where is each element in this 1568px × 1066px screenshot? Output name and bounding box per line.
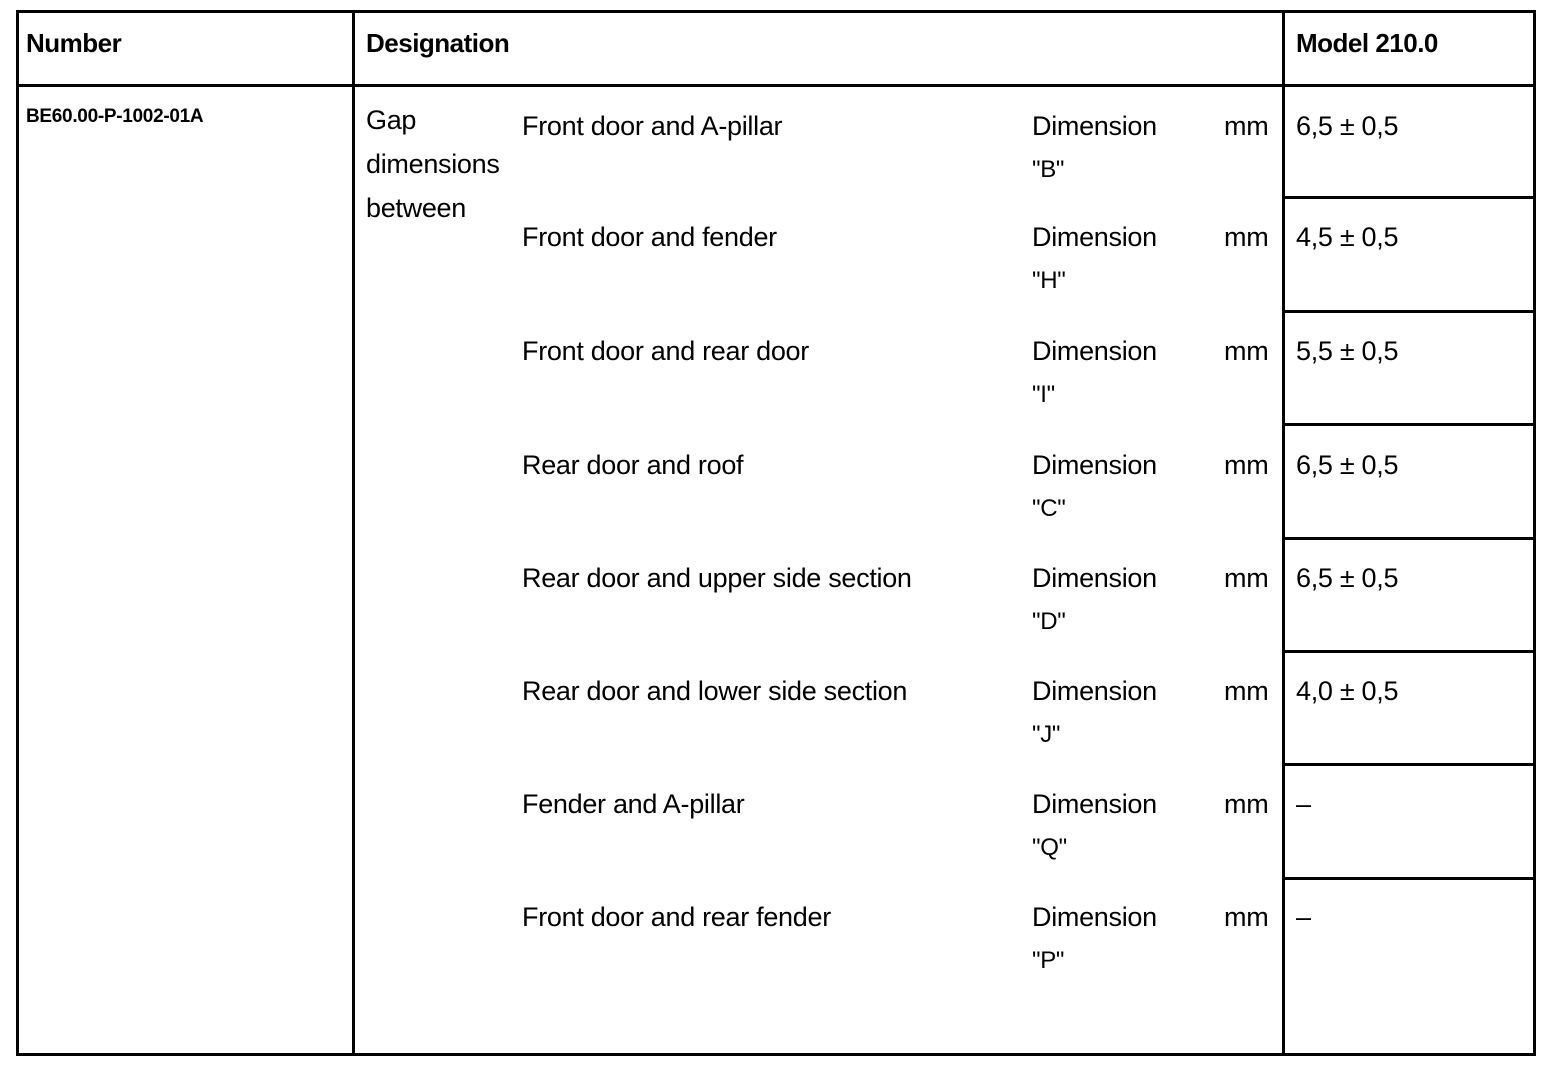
row-item: Rear door and roof — [522, 450, 744, 480]
row-value: 6,5 ± 0,5 — [1296, 450, 1399, 480]
row-item: Front door and rear fender — [522, 902, 831, 932]
row-unit: mm — [1224, 222, 1269, 252]
row-unit: mm — [1224, 676, 1269, 706]
row-dimension: Dimension — [1032, 222, 1157, 252]
document-number: BE60.00-P-1002-01A — [26, 106, 204, 127]
row-dimension: Dimension — [1032, 450, 1157, 480]
row-unit: mm — [1224, 789, 1269, 819]
row-unit: mm — [1224, 902, 1269, 932]
row-item: Rear door and lower side section — [522, 676, 908, 706]
row-value: 6,5 ± 0,5 — [1296, 563, 1399, 593]
row-dimension: Dimension — [1032, 563, 1157, 593]
row-dimension: Dimension — [1032, 111, 1157, 141]
row-unit: mm — [1224, 336, 1269, 366]
row-dimension-code: "D" — [1032, 608, 1066, 635]
row-unit: mm — [1224, 111, 1269, 141]
row-item: Rear door and upper side section — [522, 563, 912, 593]
table-row — [0, 209, 1568, 322]
row-dimension-code: "I" — [1032, 381, 1055, 408]
row-value: 4,5 ± 0,5 — [1296, 222, 1399, 252]
row-value: – — [1296, 789, 1311, 819]
row-value: – — [1296, 902, 1311, 932]
row-dimension-code: "J" — [1032, 721, 1061, 748]
table-row — [0, 98, 1568, 211]
table-row — [0, 323, 1568, 436]
row-item: Fender and A-pillar — [522, 789, 745, 819]
header-divider — [16, 84, 1536, 87]
header-model: Model 210.0 — [1296, 28, 1438, 58]
table-row — [0, 889, 1568, 1002]
table-row — [0, 550, 1568, 663]
row-unit: mm — [1224, 563, 1269, 593]
row-dimension: Dimension — [1032, 902, 1157, 932]
row-item: Front door and A-pillar — [522, 111, 783, 141]
row-value: 4,0 ± 0,5 — [1296, 676, 1399, 706]
table-row — [0, 776, 1568, 889]
group-label-line-2: dimensions — [366, 149, 500, 179]
row-unit: mm — [1224, 450, 1269, 480]
row-item: Front door and fender — [522, 222, 777, 252]
row-dimension: Dimension — [1032, 336, 1157, 366]
table-row — [0, 663, 1568, 776]
group-label-line-3: between — [366, 193, 466, 223]
row-dimension: Dimension — [1032, 676, 1157, 706]
header-designation: Designation — [366, 28, 510, 58]
row-item: Front door and rear door — [522, 336, 809, 366]
row-dimension-code: "C" — [1032, 495, 1066, 522]
row-dimension-code: "B" — [1032, 156, 1065, 183]
group-label-line-1: Gap — [366, 105, 417, 135]
row-dimension-code: "P" — [1032, 947, 1065, 974]
table-row — [0, 437, 1568, 550]
header-number: Number — [26, 28, 122, 58]
row-value: 6,5 ± 0,5 — [1296, 111, 1399, 141]
row-value: 5,5 ± 0,5 — [1296, 336, 1399, 366]
row-dimension-code: "H" — [1032, 267, 1066, 294]
row-dimension: Dimension — [1032, 789, 1157, 819]
row-dimension-code: "Q" — [1032, 834, 1067, 861]
